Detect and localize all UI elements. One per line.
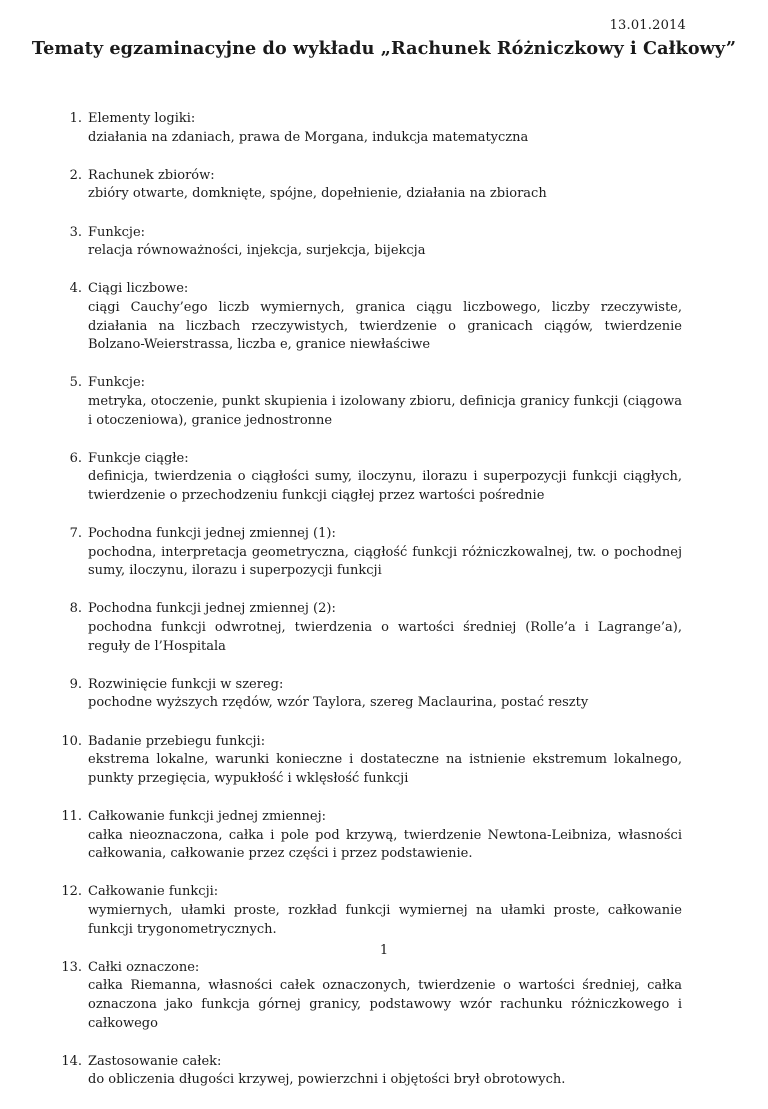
topic-description: metryka, otoczenie, punkt skupienia i izolowany zbioru, definicja granicy funkcji (ciągowa i otoczeniowa), granice jednostronne (88, 393, 682, 428)
page-number: 1 (379, 943, 389, 958)
topic-item (69, 110, 682, 147)
topic-title: Rachunek zbiorów: (88, 167, 215, 183)
topic-title: Funkcje ciągłe: (88, 450, 189, 466)
topic-item (69, 525, 682, 581)
topic-item (69, 450, 682, 506)
topic-item (61, 959, 682, 1033)
document-date: 13.01.2014 (609, 18, 686, 33)
topic-number: 7. (69, 526, 82, 542)
topic-description: relacja równoważności, injekcja, surjekcja, bijekcja (88, 243, 426, 259)
topic-description: definicja, twierdzenia o ciągłości sumy, iloczynu, ilorazu i superpozycji funkcji ciągłych, twierdzenie o przechodzeniu funkcji ciągłej przez wartości pośrednie (88, 469, 682, 503)
topic-number: 14. (61, 1053, 82, 1069)
topic-number: 2. (69, 167, 82, 183)
topic-number: 11. (61, 808, 82, 824)
topic-description: działania na zdaniach, prawa de Morgana, indukcja matematyczna (88, 129, 529, 145)
topic-description: pochodna, interpretacja geometryczna, ciągłość funkcji różniczkowalnej, tw. o pochodnej sumy, iloczynu, ilorazu i superpozycji funkcji (88, 544, 682, 579)
topic-title: Całkowanie funkcji jednej zmiennej: (88, 808, 327, 824)
topic-item (61, 733, 682, 789)
topic-number: 4. (69, 281, 82, 297)
topic-title: Elementy logiki: (88, 111, 196, 126)
topic-item (69, 224, 682, 261)
topic-description: pochodne wyższych rzędów, wzór Taylora, szereg Maclaurina, postać reszty (88, 695, 589, 711)
topic-description: zbióry otwarte, domknięte, spójne, dopełnienie, działania na zbiorach (88, 186, 547, 202)
topic-item (69, 167, 682, 204)
topic-description: ekstrema lokalne, warunki konieczne i dostateczne na istnienie ekstremum lokalnego, punkty przegięcia, wypukłość i wklęsłość funkcji (88, 752, 682, 786)
topic-title: Całki oznaczone: (88, 959, 200, 975)
topic-number: 10. (61, 733, 82, 749)
topic-description: całka nieoznaczona, całka i pole pod krzywą, twierdzenie Newtona-Leibniza, własności całkowania, całkowanie przez części i przez podstawienie. (88, 827, 682, 862)
topic-item (69, 374, 682, 430)
topic-item (61, 883, 682, 939)
topic-number: 12. (61, 884, 82, 900)
topic-title: Całkowanie funkcji: (88, 884, 219, 900)
topic-number: 9. (69, 676, 82, 692)
topic-number: 5. (69, 375, 82, 391)
topic-number: 13. (61, 959, 82, 975)
topic-description: całka Riemanna, własności całek oznaczonych, twierdzenie o wartości średniej, całka oznaczona jako funkcja górnej granicy, podstawowy wzór rachunku różniczkowego i całkowego (88, 978, 682, 1031)
topic-item (69, 280, 682, 354)
topic-number: 8. (69, 601, 82, 617)
topic-number: 3. (69, 224, 82, 240)
topic-title: Zastosowanie całek: (88, 1053, 222, 1069)
topic-number: 1. (69, 111, 82, 126)
topic-title: Pochodna funkcji jednej zmiennej (1): (88, 526, 336, 542)
topic-title: Rozwinięcie funkcji w szereg: (88, 676, 284, 692)
topic-title: Pochodna funkcji jednej zmiennej (2): (88, 601, 336, 617)
topic-description: wymiernych, ułamki proste, rozkład funkcji wymiernej na ułamki proste, całkowanie funkcji trygonometrycznych. (88, 902, 682, 937)
topic-list (61, 110, 682, 1109)
topic-title: Funkcje: (88, 375, 146, 391)
topic-number: 6. (69, 450, 82, 466)
topic-description: do obliczenia długości krzywej, powierzchni i objętości brył obrotowych. (88, 1072, 566, 1088)
topic-item (61, 808, 682, 864)
topic-item (69, 676, 682, 713)
topic-description: ciągi Cauchy’ego liczb wymiernych, granica ciągu liczbowego, liczby rzeczywiste, działania na liczbach rzeczywistych, twierdzenie o granicach ciągów, twierdzenie Bolzano-Weierstrassa, liczba e, granice niewłaściwe (88, 299, 682, 353)
document-title: Tematy egzaminacyjne do wykładu „Rachunek Różniczkowy i Całkowy” (31, 38, 737, 59)
topic-item (69, 600, 682, 656)
topic-title: Badanie przebiegu funkcji: (88, 733, 266, 749)
topic-description: pochodna funkcji odwrotnej, twierdzenia o wartości średniej (Rolle’a i Lagrange’a), reguły de l’Hospitala (88, 620, 682, 654)
topic-item (61, 1053, 682, 1090)
topic-title: Funkcje: (88, 224, 146, 240)
topic-title: Ciągi liczbowe: (88, 281, 189, 297)
